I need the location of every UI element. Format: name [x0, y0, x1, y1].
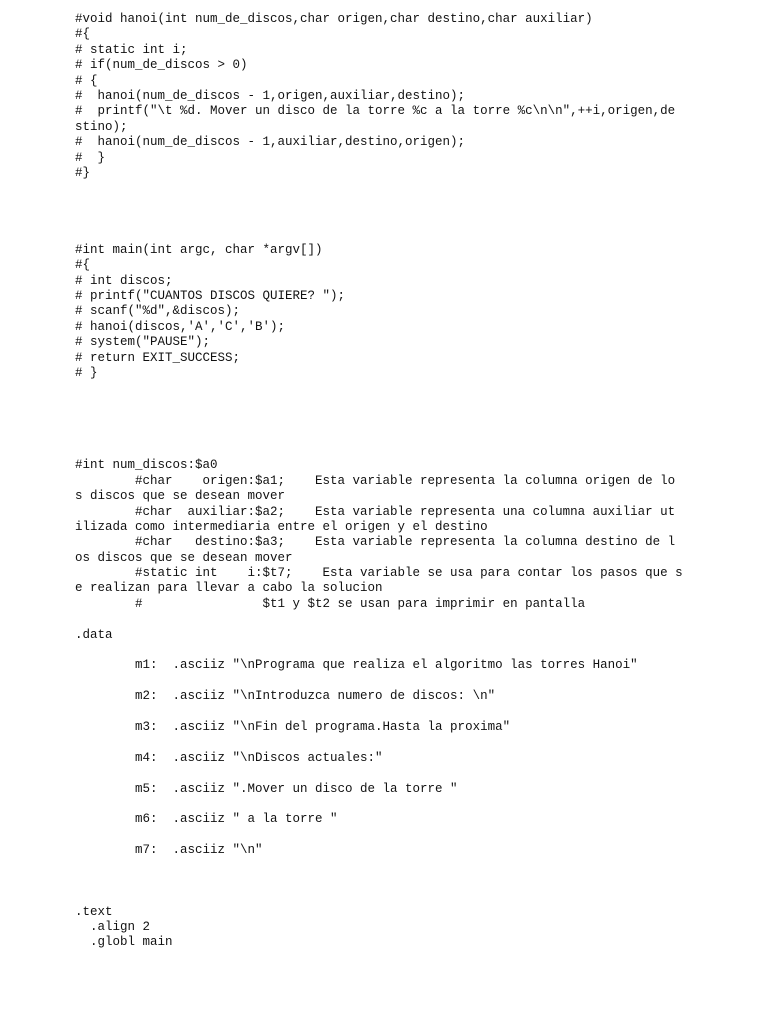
code-line: m5: .asciiz ".Mover un disco de la torre "	[75, 781, 458, 796]
code-line: os discos que se desean mover	[75, 550, 293, 565]
code-line: e realizan para llevar a cabo la solucion	[75, 581, 383, 596]
code-line: # {	[75, 73, 98, 88]
code-line	[75, 828, 755, 843]
code-line: stino);	[75, 119, 128, 134]
code-line: s discos que se desean mover	[75, 489, 286, 504]
code-line	[75, 612, 755, 627]
code-line: m1: .asciiz "\nPrograma que realiza el algoritmo las torres Hanoi"	[75, 658, 638, 673]
code-line: ilizada como intermediaria entre el origen y el destino	[75, 519, 488, 534]
code-line: # }	[75, 365, 98, 380]
code-line: #int main(int argc, char *argv[])	[75, 242, 323, 257]
code-line	[75, 197, 755, 212]
code-line: # return EXIT_SUCCESS;	[75, 350, 241, 365]
code-line: # hanoi(num_de_discos - 1,auxiliar,destino,origen);	[75, 135, 466, 150]
code-line	[75, 227, 755, 242]
code-line	[75, 181, 755, 196]
code-line: # int discos;	[75, 273, 173, 288]
code-line	[75, 705, 755, 720]
code-line: # printf("\t %d. Mover un disco de la torre %c a la torre %c\n\n",++i,origen,de	[75, 104, 676, 119]
code-line	[75, 643, 755, 658]
code-line: m3: .asciiz "\nFin del programa.Hasta la proxima"	[75, 719, 511, 734]
code-line	[75, 674, 755, 689]
code-line: m2: .asciiz "\nIntroduzca numero de discos: \n"	[75, 689, 496, 704]
code-line: # hanoi(num_de_discos - 1,origen,auxiliar,destino);	[75, 88, 466, 103]
code-line: # scanf("%d",&discos);	[75, 304, 241, 319]
code-line: #{	[75, 27, 91, 42]
code-line: m7: .asciiz "\n"	[75, 843, 263, 858]
code-line: m6: .asciiz " a la torre "	[75, 812, 338, 827]
code-line	[75, 766, 755, 781]
document-page	[75, 12, 755, 1012]
code-line	[75, 889, 755, 904]
code-line	[75, 797, 755, 812]
code-line	[75, 735, 755, 750]
code-line	[75, 212, 755, 227]
code-line: # }	[75, 150, 106, 165]
code-line	[75, 874, 755, 889]
code-line: # printf("CUANTOS DISCOS QUIERE? ");	[75, 289, 346, 304]
code-line	[75, 443, 755, 458]
code-line: # if(num_de_discos > 0)	[75, 58, 248, 73]
code-line	[75, 397, 755, 412]
code-line	[75, 412, 755, 427]
code-line: #int num_discos:$a0	[75, 458, 218, 473]
code-line: # system("PAUSE");	[75, 335, 211, 350]
code-line: #{	[75, 258, 91, 273]
code-line: #char auxiliar:$a2; Esta variable representa una columna auxiliar ut	[75, 504, 676, 519]
code-line: #char destino:$a3; Esta variable representa la columna destino de l	[75, 535, 676, 550]
code-line	[75, 381, 755, 396]
code-line: m4: .asciiz "\nDiscos actuales:"	[75, 750, 383, 765]
code-line: # $t1 y $t2 se usan para imprimir en pantalla	[75, 596, 586, 611]
code-line: .align 2	[75, 920, 151, 935]
code-line: .data	[75, 627, 113, 642]
code-line: #char origen:$a1; Esta variable representa la columna origen de lo	[75, 473, 676, 488]
code-line: .text	[75, 904, 113, 919]
code-line: #}	[75, 165, 91, 180]
code-line: # static int i;	[75, 42, 188, 57]
code-line: #void hanoi(int num_de_discos,char origen,char destino,char auxiliar)	[75, 12, 593, 26]
code-line: # hanoi(discos,'A','C','B');	[75, 319, 286, 334]
code-line: .globl main	[75, 935, 173, 950]
code-line	[75, 428, 755, 443]
code-line	[75, 858, 755, 873]
code-line: #static int i:$t7; Esta variable se usa para contar los pasos que s	[75, 566, 683, 581]
